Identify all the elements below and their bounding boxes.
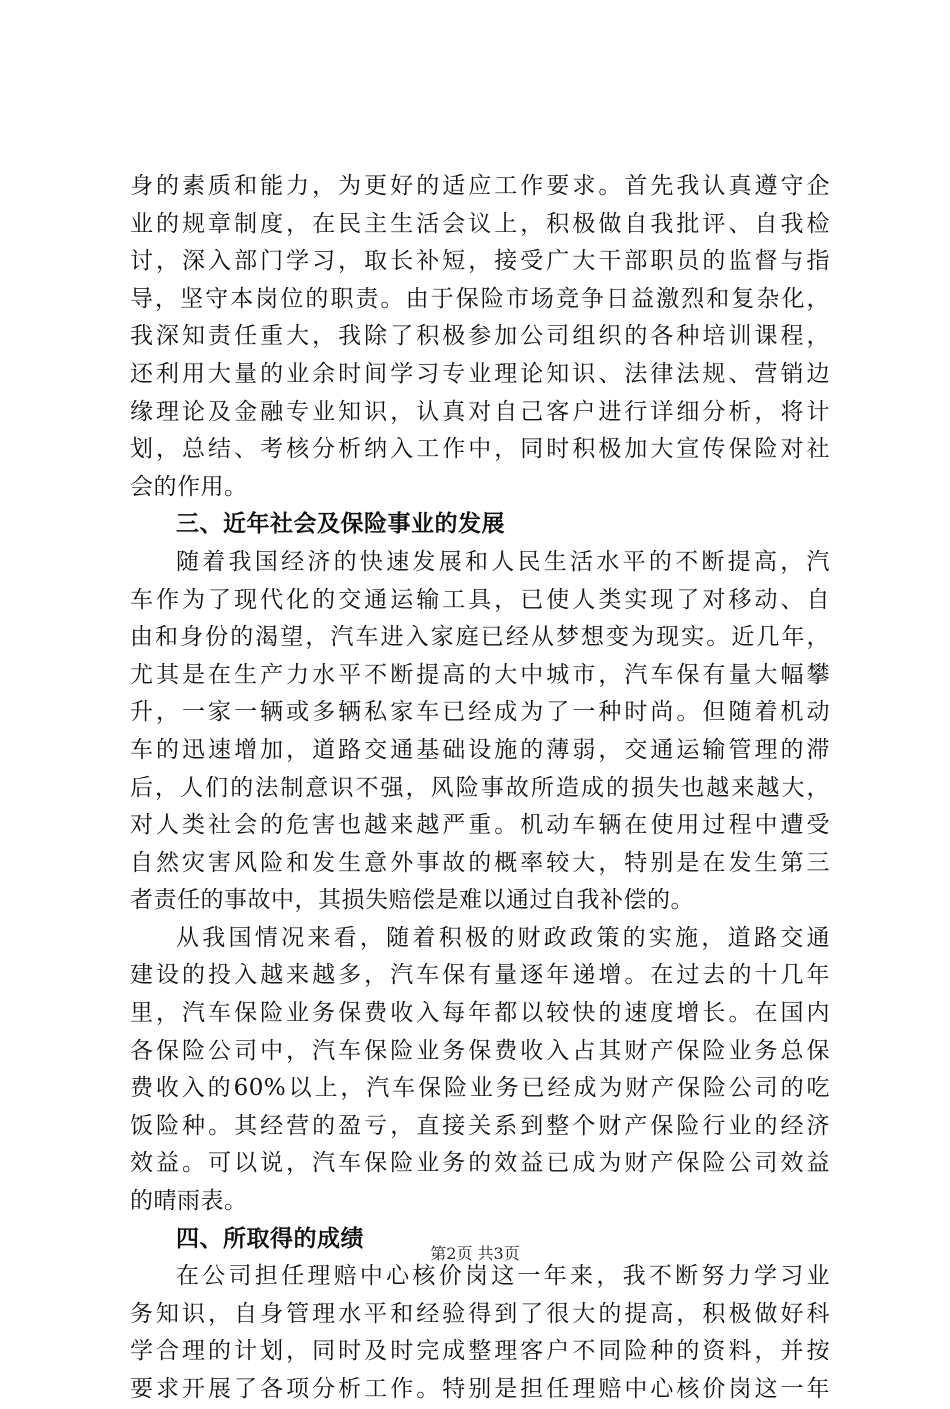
text-line: 业的规章制度，在民主生活会议上，积极做自我批评、自我检 (130, 210, 830, 237)
text-line: 导，坚守本岗位的职责。由于保险市场竞争日益激烈和复杂化， (130, 285, 830, 312)
text-line: 缘理论及金融专业知识，认真对自己客户进行详细分析，将计 (130, 398, 830, 425)
text-line: 里，汽车保险业务保费收入每年都以较快的速度增长。在国内 (130, 1000, 830, 1027)
text-line: 身的素质和能力，为更好的适应工作要求。首先我认真遵守企 (130, 173, 830, 199)
text-line: 务知识，自身管理水平和经验得到了很大的提高，积极做好科 (130, 1300, 830, 1327)
text-line: 由和身份的渴望，汽车进入家庭已经从梦想变为现实。近几年， (130, 624, 830, 651)
text-line: 后，人们的法制意识不强，风险事故所造成的损失也越来越大， (130, 774, 830, 801)
section4-paragraph-1 (130, 1258, 830, 1408)
text-line: 要求开展了各项分析工作。特别是担任理赔中心核价岗这一年 (130, 1376, 830, 1402)
section3-paragraph-2 (130, 920, 830, 1221)
text-line: 各保险公司中，汽车保险业务保费收入占其财产保险业务总保 (130, 1037, 830, 1064)
section-heading-4: 四、所取得的成绩 (176, 1225, 364, 1252)
paragraph-continued (130, 168, 830, 506)
text-line: 费收入的60%以上，汽车保险业务已经成为财产保险公司的吃 (130, 1075, 830, 1102)
text-line: 还利用大量的业余时间学习专业理论知识、法律法规、营销边 (130, 360, 830, 387)
page-footer (0, 1241, 950, 1264)
section-heading-3: 三、近年社会及保险事业的发展 (176, 511, 505, 538)
text-line: 我深知责任重大，我除了积极参加公司组织的各种培训课程， (130, 323, 830, 350)
document-body (130, 168, 830, 1409)
text-line: 自然灾害风险和发生意外事故的概率较大，特别是在发生第三 (130, 849, 830, 876)
page-number: 第2页 共3页 (430, 1244, 520, 1263)
text-line: 车作为了现代化的交通运输工具，已使人类实现了对移动、自 (130, 586, 830, 613)
text-line: 在公司担任理赔中心核价岗这一年来，我不断努力学习业 (176, 1263, 830, 1290)
text-line: 升，一家一辆或多辆私家车已经成为了一种时尚。但随着机动 (130, 699, 830, 726)
text-line: 建设的投入越来越多，汽车保有量逐年递增。在过去的十几年 (130, 962, 830, 989)
text-line: 者责任的事故中，其损失赔偿是难以通过自我补偿的。 (130, 887, 694, 914)
text-line: 会的作用。 (130, 473, 248, 500)
text-line: 随着我国经济的快速发展和人民生活水平的不断提高，汽 (176, 548, 830, 575)
text-line: 学合理的计划，同时及时完成整理客户不同险种的资料，并按 (130, 1338, 830, 1365)
text-line: 从我国情况来看，随着积极的财政政策的实施，道路交通 (176, 924, 830, 951)
text-line: 对人类社会的危害也越来越严重。机动车辆在使用过程中遭受 (130, 812, 830, 839)
text-line: 的晴雨表。 (130, 1188, 248, 1215)
text-line: 车的迅速增加，道路交通基础设施的薄弱，交通运输管理的滞 (130, 736, 830, 763)
text-line: 讨，深入部门学习，取长补短，接受广大干部职员的监督与指 (130, 248, 830, 275)
text-line: 尤其是在生产力水平不断提高的大中城市，汽车保有量大幅攀 (130, 661, 830, 688)
section3-paragraph-1 (130, 544, 830, 920)
text-line: 划，总结、考核分析纳入工作中，同时积极加大宣传保险对社 (130, 436, 830, 463)
text-line: 饭险种。其经营的盈亏，直接关系到整个财产保险行业的经济 (130, 1112, 830, 1139)
text-line: 效益。可以说，汽车保险业务的效益已成为财产保险公司效益 (130, 1150, 830, 1177)
